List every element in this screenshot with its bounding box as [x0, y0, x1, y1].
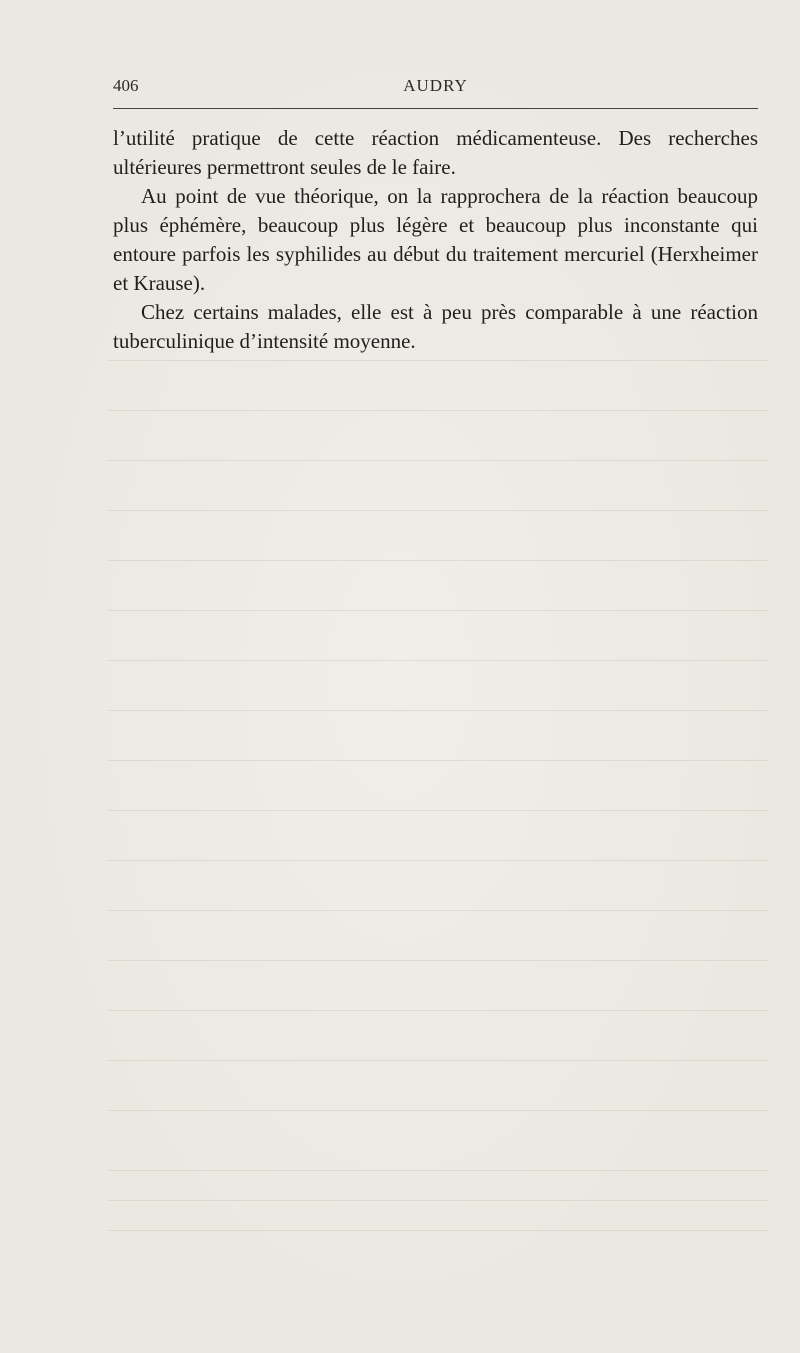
body-text [113, 124, 758, 356]
show-through-line [108, 610, 768, 611]
show-through-line [108, 410, 768, 411]
paragraph-continuation: l’utilité pratique de cette réaction médicamenteuse. Des recherches ultérieures permettront seules de le faire. [113, 126, 758, 179]
show-through-line [108, 760, 768, 761]
show-through-line [108, 1060, 768, 1061]
running-title: AUDRY [403, 76, 468, 95]
show-through-line [108, 360, 768, 361]
show-through-line [108, 710, 768, 711]
page-number: 406 [113, 76, 139, 95]
page-header [113, 76, 758, 100]
show-through-line [108, 460, 768, 461]
show-through-line [108, 1230, 768, 1231]
show-through-line [108, 1200, 768, 1201]
show-through-line [108, 510, 768, 511]
show-through-line [108, 1110, 768, 1111]
show-through-line [108, 860, 768, 861]
show-through-line [108, 1170, 768, 1171]
show-through-line [108, 910, 768, 911]
show-through-line [108, 660, 768, 661]
header-rule [113, 108, 758, 109]
show-through-line [108, 810, 768, 811]
show-through-line [108, 960, 768, 961]
show-through-line [108, 1010, 768, 1011]
paragraph-comparison: Chez certains malades, elle est à peu près comparable à une réaction tuberculinique d’intensité moyenne. [113, 300, 758, 353]
show-through-line [108, 560, 768, 561]
paragraph-theoretical: Au point de vue théorique, on la rapprochera de la réaction beaucoup plus éphémère, beaucoup plus légère et beaucoup plus inconstante qui entoure parfois les syphilides au début du traitement mercuriel (Herxheimer et Krause). [113, 184, 758, 295]
